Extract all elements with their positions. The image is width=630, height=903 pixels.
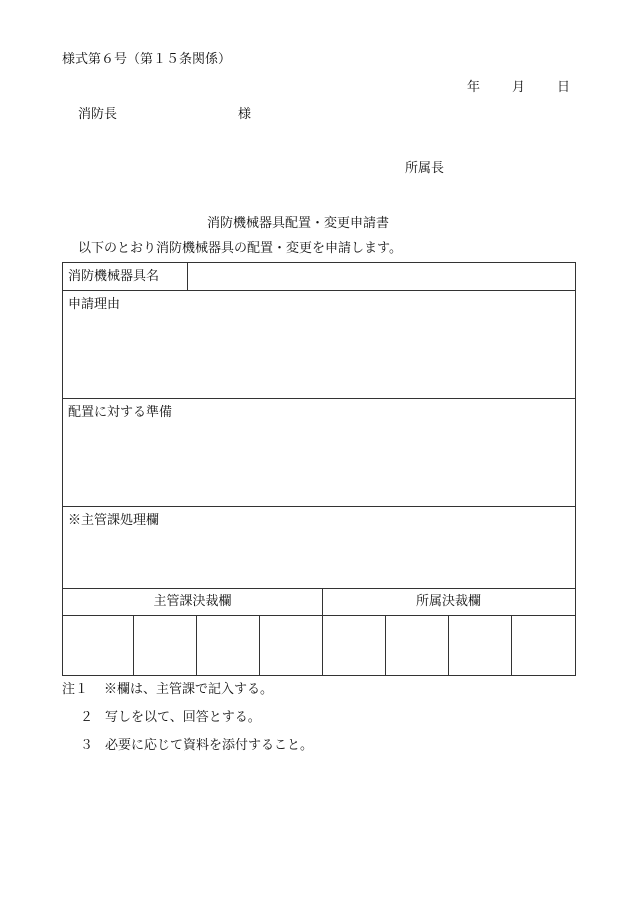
row-divider: [63, 506, 575, 507]
addressee-title: 消防長: [78, 107, 118, 122]
main-dept-approval-label: 主管課決裁欄: [153, 594, 232, 609]
row-divider: [63, 398, 575, 399]
column-divider: [187, 263, 188, 290]
column-divider: [511, 615, 512, 675]
addressee-honorific: 様: [238, 107, 252, 122]
note-text: 写しを以て、回答とする。: [105, 710, 261, 725]
column-divider: [196, 615, 197, 675]
form-number: 様式第６号（第１５条関係）: [62, 52, 232, 67]
applicant-title: 所属長: [405, 161, 445, 176]
reason-label: 申請理由: [68, 297, 121, 312]
note-3: [80, 738, 313, 754]
note-1: [62, 682, 273, 698]
note-number: 注１: [62, 682, 89, 697]
note-text: 必要に応じて資料を添付すること。: [105, 738, 314, 753]
note-text: ※欄は、主管課で記入する。: [104, 682, 274, 697]
row-divider: [63, 615, 575, 616]
equipment-name-label: 消防機械器具名: [68, 269, 160, 284]
equipment-name-field[interactable]: [195, 269, 565, 285]
column-divider: [133, 615, 134, 675]
processing-label: ※主管課処理欄: [68, 513, 160, 528]
date-year-label: 年: [467, 80, 481, 95]
row-divider: [63, 290, 575, 291]
intro-text: 以下のとおり消防機械器具の配置・変更を申請します。: [78, 241, 402, 256]
date-month-label: 月: [512, 80, 526, 95]
note-number: ２: [80, 710, 94, 725]
application-form-table: [62, 262, 576, 676]
preparation-label: 配置に対する準備: [68, 405, 173, 420]
column-divider: [448, 615, 449, 675]
note-2: [80, 710, 261, 726]
column-divider: [259, 615, 260, 675]
date-day-label: 日: [557, 80, 571, 95]
affiliation-approval-label: 所属決裁欄: [415, 594, 481, 609]
note-number: ３: [80, 738, 94, 753]
column-divider: [385, 615, 386, 675]
row-divider: [63, 588, 575, 589]
document-title: 消防機械器具配置・変更申請書: [207, 216, 390, 231]
